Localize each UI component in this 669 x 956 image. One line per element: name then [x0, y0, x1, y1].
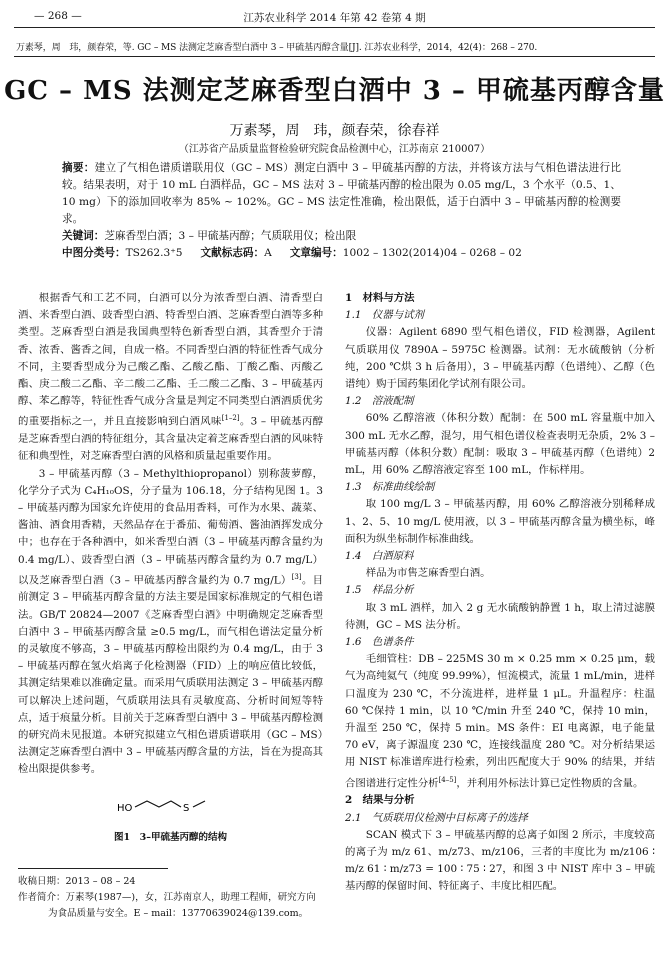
section-1-1-text: 仪器：Agilent 6890 型气相色谱仪，FID 检测器，Agilent 气质联用仪 7890A – 5975C 检测器。试剂：无水硫酸钠（分析纯，200 ℃烘 3 h 后备用），3 – 甲硫基丙醇（色谱纯）、乙醇（色谱纯）购于国药集团化学试剂有限公司。	[345, 326, 655, 391]
section-1-4-heading: 1.4 白酒原料	[345, 550, 414, 563]
abstract-label: 摘要：	[62, 162, 95, 174]
running-head	[18, 8, 651, 24]
section-1-2-text: 60% 乙醇溶液（体积分数）配制：在 500 mL 容量瓶中加入 300 mL 无水乙醇，混匀，用气相色谱仪检查表明无杂质，2% 3 – 甲硫基丙醇（体积分数）配制：吸取 3 – 甲硫基丙醇（色谱纯）2 mL，用 60% 乙醇溶液定容至 100 mL，作标样用。	[345, 412, 655, 477]
abstract-paragraph	[62, 160, 621, 228]
page-number: — 268 —	[34, 10, 82, 22]
ref-3[interactable]: [3]	[291, 572, 302, 581]
doc-code-value: A	[264, 247, 272, 259]
section-1-6-text: 毛细管柱：DB – 225MS 30 m × 0.25 mm × 0.25 μm，载气为高纯氦气（纯度 99.99%），恒流模式，流量 1 mL/min，进样口温度为 230 ℃，不分流进样，进样量 1 μL。升温程序：柱温 60 ℃保持 1 min，以 10 ℃/min 升至 240 ℃，保持 10 min，升温至 250 ℃，保持 5 min。MS 条件：EI 电离源，电子能量 70 eV，离子源温度 230 ℃，连接线温度 280 ℃。对分析结果运用 NIST 标准谱库进行检索，列出匹配度大于 90% 的结果，并结合图谱进行定性分析	[345, 653, 655, 790]
intro-text-2a: 3 – 甲硫基丙醇（3 – Methylthiopropanol）别称菠萝醇，化学分子式为 C₄H₁₀OS，分子量为 106.18，分子结构见图 1。3 – 甲硫基丙醇为国家允许使用的食品用香料，可作为水果、蔬菜、酱油、酒食用香精，天然品存在于番茄、葡萄酒、酱油酒挥发成分中；也存在于各种酒中，如米香型白酒（3 – 甲硫基丙醇含量约为 0.4 mg/L）、豉香型白酒（3 – 甲硫基丙醇含量约为 0.7 mg/L）以及芝麻香型白酒（3 – 甲硫基丙醇含量约为 0.7 mg/L）	[18, 467, 323, 587]
clc-label: 中图分类号：	[62, 247, 126, 259]
footnotes	[18, 874, 323, 922]
keywords-line	[62, 228, 621, 245]
structure-methyl	[193, 801, 205, 807]
structure-ho-label: HO	[116, 802, 132, 814]
section-1-heading: 1 材料与方法	[345, 292, 415, 304]
intro-text-2b: 。目前测定 3 – 甲硫基丙醇含量的方法主要是国家标准规定的气相色谱法。GB/T 20824—2007《芝麻香型白酒》中明确规定芝麻香型白酒中 3 – 甲硫基丙醇含量 ≥0.5 mg/L，而气相色谱法定量分析的灵敏度不够高，3 – 甲硫基丙醇检出限约为 0.4 mg/L，由于 3 – 甲硫基丙醇在氢火焰离子化检测器（FID）上的响应值比较低，其测定结果难以准确定量。而采用气质联用法测定 3 – 甲硫基丙醇可以解决上述问题，气质联用法具有灵敏度高、分析时间短等特点，适于痕量分析。目前关于芝麻香型白酒中 3 – 甲硫基丙醇检测的研究尚未见报道。本研究拟建立气相色谱质谱联用（GC – MS）法测定芝麻香型白酒中 3 – 甲硫基丙醇含量的方法，旨在为提高其检出限提供参考。	[18, 574, 324, 776]
section-1-1-heading: 1.1 仪器与试剂	[345, 309, 424, 322]
intro-text-1b: 。3 – 甲硫基丙醇是芝麻香型白酒的特征组分，其含量决定着芝麻香型白酒的风味特征和典型性，对芝麻香型白酒的风格和质量起重要作用。	[18, 415, 323, 463]
ref-1-2[interactable]: [1–2]	[221, 414, 240, 423]
section-1-6-paragraph	[345, 651, 655, 792]
author-intro: 作者简介：万素琴(1987—)，女，江苏南京人，助理工程师，研究方向	[18, 892, 316, 903]
citation-rule	[14, 56, 655, 57]
structure-chain	[135, 801, 181, 807]
figure-1-caption: 图1 3–甲硫基丙醇的结构	[114, 831, 227, 843]
article-title: GC – MS 法测定芝麻香型白酒中 3 – 甲硫基丙醇含量	[4, 76, 665, 106]
article-affiliation: （江苏省产品质量监督检验研究院食品检测中心，江苏南京 210007）	[178, 144, 491, 155]
clc-entry	[62, 245, 183, 262]
section-1-3-heading: 1.3 标准曲线绘制	[345, 481, 435, 494]
abstract-text: 建立了气相色谱质谱联用仪（GC – MS）测定白酒中 3 – 甲硫基丙醇的方法，并将该方法与气相色谱法进行比较。结果表明，对于 10 mL 白酒样品，GC – MS 法对 3 – 甲硫基丙醇的检出限为 0.05 mg/L，3 个水平（0.5、1、10 mg）下的添加回收率为 85% ~ 102%。GC – MS 法定性准确，检出限低，适于白酒中 3 – 甲硫基丙醇的检测要求。	[62, 162, 622, 225]
footnote-rule	[18, 868, 168, 869]
article-no-value: 1002 – 1302(2014)04 – 0268 – 02	[342, 247, 522, 259]
author-intro-continued: 为食品质量与安全。E – mail：13770639024@139.com。	[48, 908, 309, 919]
section-2-heading: 2 结果与分析	[345, 794, 415, 807]
section-1-4-text: 样品为市售芝麻香型白酒。	[365, 567, 491, 580]
structure-s-label: S	[182, 802, 189, 814]
classification-row	[62, 245, 621, 262]
intro-paragraph-2	[18, 466, 323, 779]
section-1-2-heading: 1.2 溶液配制	[345, 395, 414, 408]
section-2-1-heading: 2.1 气质联用仪检测中目标离子的选择	[345, 811, 528, 824]
right-column	[345, 290, 655, 896]
doc-code-entry	[201, 245, 272, 262]
article-no-entry	[290, 245, 522, 262]
figure-1	[18, 793, 323, 846]
molecule-structure-icon	[111, 793, 231, 821]
section-1-3-text: 取 100 mg/L 3 – 甲硫基丙醇，用 60% 乙醇溶液分别稀释成 1、2、5、10 mg/L 使用液，以 3 – 甲硫基丙醇含量为横坐标，峰面积为纵坐标制作标准曲线。	[345, 498, 655, 545]
section-1-5-heading: 1.5 样品分析	[345, 584, 414, 597]
section-1-6-heading: 1.6 色谱条件	[345, 636, 414, 649]
keywords-text: 芝麻香型白酒；3 – 甲硫基丙醇；气质联用仪；检出限	[104, 230, 357, 242]
section-1-5-text: 取 3 mL 酒样，加入 2 g 无水硫酸钠静置 1 h，取上清过滤膜待测，GC – MS 法分析。	[345, 601, 655, 631]
ref-4-5[interactable]: [4–5]	[438, 775, 457, 784]
keywords-label: 关键词：	[62, 230, 105, 242]
section-2-1-text: SCAN 模式下 3 – 甲硫基丙醇的总离子如图 2 所示，丰度较高的离子为 m/z 61、m/z73、m/z106，三者的丰度比为 m/z106 ∶ m/z 61 ∶ m/z73 = 100 ∶ 75 ∶ 27，和图 3 中 NIST 库中 3 – 甲硫基丙醇的保留时间、特征离子、丰度比相匹配。	[345, 828, 655, 893]
article-authors: 万素琴，周 玮，颜春荣，徐春祥	[229, 123, 440, 139]
header-rule	[14, 27, 655, 28]
abstract-block	[62, 160, 621, 262]
left-column	[18, 290, 323, 846]
section-1-6-text-end: ，并利用外标法计算已定性物质的含量。	[456, 777, 644, 790]
received-date: 收稿日期：2013 – 08 – 24	[18, 876, 136, 887]
citation-line: 万素琴，周 玮，颜春荣，等. GC – MS 法测定芝麻香型白酒中 3 – 甲硫基丙醇含量[J]. 江苏农业科学，2014，42(4)：268 – 270.	[16, 43, 538, 53]
intro-paragraph-1	[18, 290, 323, 466]
clc-value: TS262.3⁺5	[125, 247, 183, 259]
intro-text-1a: 根据香气和工艺不同，白酒可以分为浓香型白酒、清香型白酒、米香型白酒、豉香型白酒、特香型白酒、芝麻香型白酒等多种类型。芝麻香型白酒是我国典型特色新香型白酒，其香型介于清香、浓香、酱香之间，自成一格。不同香型白酒的特征性香气成分不同，主要香型成分为己酸乙酯、乙酸乙酯、丁酸乙酯、丙酸乙酯、庚二酸二乙酯、辛二酸二乙酯、壬二酸二乙酯、3 – 甲硫基丙醇、苯乙醇等，特征性香气成分含量是判定不同类型白酒酒质优劣的重要指标之一，并且直接影响到白酒风味	[18, 292, 323, 428]
article-no-label: 文章编号：	[289, 247, 343, 259]
journal-issue: 江苏农业科学 2014 年第 42 卷第 4 期	[243, 12, 426, 24]
doc-code-label: 文献标志码：	[200, 247, 265, 259]
